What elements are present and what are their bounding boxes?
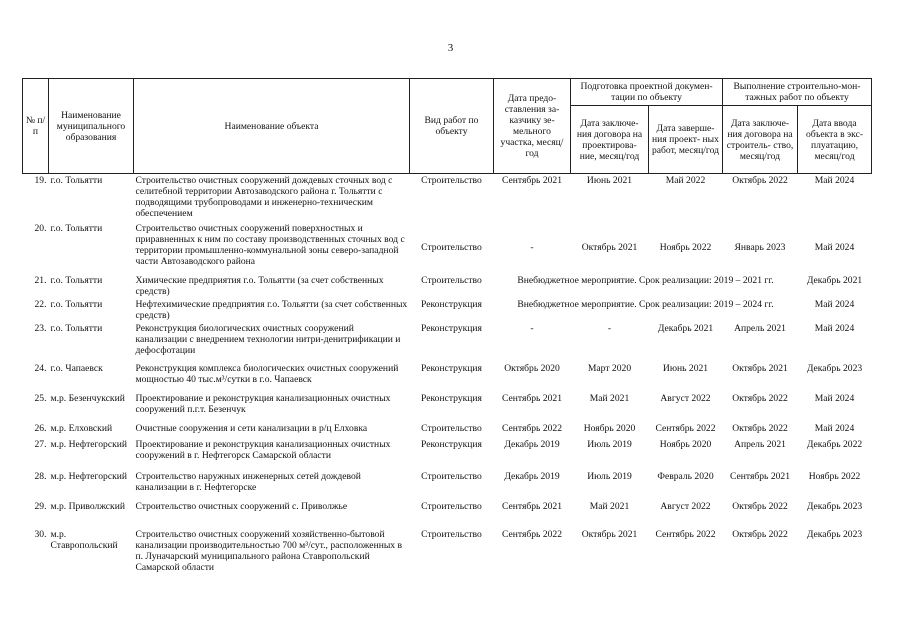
row-construction-contract: Сентябрь 2021 xyxy=(729,470,791,482)
row-commissioning: Май 2024 xyxy=(814,392,855,404)
table-row xyxy=(23,322,872,362)
row-municipality: м.р. Елховский xyxy=(50,422,113,434)
row-work-type: Строительство xyxy=(421,422,482,434)
row-municipality: м.р. Приволжский xyxy=(50,500,125,512)
row-commissioning: Декабрь 2021 xyxy=(806,274,863,286)
row-design-complete: Ноябрь 2020 xyxy=(659,438,712,450)
row-object: Строительство очистных сооружений с. Приволжье xyxy=(135,500,348,512)
row-construction-contract: Январь 2023 xyxy=(734,242,786,253)
header-object: Наименование объекта xyxy=(134,79,410,174)
row-work-type: Строительство xyxy=(421,470,482,482)
row-construction-contract: Октябрь 2022 xyxy=(732,422,788,434)
row-municipality: г.о. Тольятти xyxy=(50,175,103,186)
row-design-contract: Июнь 2021 xyxy=(586,175,633,186)
row-work-type: Реконструкция xyxy=(421,438,482,450)
table-row xyxy=(23,362,872,392)
row-municipality: г.о. Тольятти xyxy=(50,322,103,334)
row-land-date: Сентябрь 2022 xyxy=(501,422,563,434)
row-num: 28. xyxy=(34,470,47,482)
header-design-group: Подготовка проектной докумен- тации по объекту xyxy=(571,79,723,106)
table-row xyxy=(23,500,872,528)
row-design-complete: Май 2022 xyxy=(665,175,706,186)
row-commissioning: Декабрь 2023 xyxy=(806,362,863,374)
row-construction-contract: Октябрь 2021 xyxy=(732,362,788,374)
table-row xyxy=(23,174,872,222)
row-land-date: Сентябрь 2021 xyxy=(501,392,563,404)
row-land-date: Сентябрь 2021 xyxy=(501,175,563,186)
row-design-contract: Май 2021 xyxy=(589,392,630,404)
row-design-complete: Август 2022 xyxy=(660,500,711,512)
row-num: 23. xyxy=(34,322,47,334)
row-design-complete: Сентябрь 2022 xyxy=(655,422,716,434)
row-design-contract: - xyxy=(607,322,612,334)
row-object: Строительство очистных сооружений хозяйственно-бытовой канализации производительностью 700 м³/сут., расположенных в п. Луначарский муниципального района Ставропольский Самарской области xyxy=(135,528,403,573)
row-design-complete: Декабрь 2021 xyxy=(657,322,714,334)
header-construction-group: Выполнение строительно-мон- тажных работ по объекту xyxy=(723,79,872,106)
row-land-date: Октябрь 2020 xyxy=(504,362,560,374)
row-land-date: Сентябрь 2021 xyxy=(501,500,563,512)
row-commissioning: Декабрь 2023 xyxy=(806,500,863,512)
row-work-type: Строительство xyxy=(421,500,482,512)
table-row xyxy=(23,528,872,578)
row-object: Проектирование и реконструкция канализационных очистных сооружений п.г.т. Безенчук xyxy=(135,392,391,415)
row-num: 26. xyxy=(34,422,47,434)
table-row xyxy=(23,392,872,422)
row-construction-contract: Апрель 2021 xyxy=(734,322,786,334)
row-object: Очистные сооружения и сети канализации в р/ц Елховка xyxy=(135,422,368,434)
row-object: Химические предприятия г.о. Тольятти (за счет собственных средств) xyxy=(135,274,384,297)
row-commissioning: Май 2024 xyxy=(814,422,855,434)
row-design-contract: Март 2020 xyxy=(587,362,632,374)
row-design-complete: Ноябрь 2022 xyxy=(659,242,712,253)
row-commissioning: Май 2024 xyxy=(814,298,855,310)
row-municipality: г.о. Тольятти xyxy=(50,222,103,234)
row-object: Строительство наружных инженерных сетей дождевой канализации в г. Нефтегорске xyxy=(135,470,361,493)
row-commissioning: Декабрь 2023 xyxy=(806,528,863,540)
row-design-complete: Июнь 2021 xyxy=(662,362,709,374)
table-header xyxy=(23,79,872,174)
row-municipality: г.о. Чапаевск xyxy=(50,362,103,374)
header-num: № п/п xyxy=(23,79,49,174)
row-work-type: Строительство xyxy=(421,528,482,540)
row-land-date: - xyxy=(530,242,534,253)
header-design-complete: Дата заверше- ния проект- ных работ, месяц/год xyxy=(649,106,723,174)
header-design-contract: Дата заключе- ния договора на проектирова- ние, месяц/год xyxy=(571,106,649,174)
projects-table xyxy=(22,78,872,578)
row-land-date: Декабрь 2019 xyxy=(504,438,560,450)
row-note: Внебюджетное мероприятие. Срок реализации: 2019 – 2021 гг. xyxy=(517,274,774,286)
row-construction-contract: Октябрь 2022 xyxy=(732,500,788,512)
row-num: 29. xyxy=(34,500,47,512)
row-commissioning: Май 2024 xyxy=(814,175,855,186)
row-design-contract: Июль 2019 xyxy=(587,470,632,482)
row-object: Проектирование и реконструкция канализационных очистных сооружений в г. Нефтегорск Самарской области xyxy=(135,438,391,461)
header-construction-contract: Дата заключе- ния договора на строитель- ство, месяц/год xyxy=(723,106,798,174)
row-municipality: м.р. Нефтегорский xyxy=(50,438,128,450)
table-row xyxy=(23,422,872,438)
row-object: Реконструкция биологических очистных сооружений канализации с внедрением технологии нитри-денитрификации и дефосфотации xyxy=(135,322,401,356)
row-object: Строительство очистных сооружений дождевых сточных вод с селитебной территории Автозаводского района г. Тольятти с подводящими трубопроводами и инженерно-техническим обеспечением xyxy=(135,175,393,219)
row-land-date: - xyxy=(530,322,534,334)
row-object: Нефтехимические предприятия г.о. Тольятти (за счет собственных средств) xyxy=(135,298,408,321)
row-design-contract: Октябрь 2021 xyxy=(581,528,638,540)
table-row xyxy=(23,438,872,470)
row-construction-contract: Октябрь 2022 xyxy=(732,175,788,186)
header-commissioning: Дата ввода объекта в экс- плуатацию, месяц/год xyxy=(798,106,872,174)
row-work-type: Строительство xyxy=(421,175,482,186)
table-row xyxy=(23,274,872,298)
row-num: 25. xyxy=(34,392,47,404)
row-note: Внебюджетное мероприятие. Срок реализации: 2019 – 2024 гг. xyxy=(517,298,774,310)
row-municipality: м.р. Нефтегорский xyxy=(50,470,128,482)
row-design-contract: Май 2021 xyxy=(589,500,630,512)
row-construction-contract: Октябрь 2022 xyxy=(732,528,788,540)
row-work-type: Реконструкция xyxy=(421,322,482,334)
row-num: 19. xyxy=(34,175,47,186)
page-number: 3 xyxy=(447,42,454,54)
header-municipality: Наименование муниципального образования xyxy=(49,79,134,174)
row-municipality: м.р. Ставропольский xyxy=(50,528,118,551)
row-design-complete: Сентябрь 2022 xyxy=(655,528,716,540)
row-construction-contract: Апрель 2021 xyxy=(734,438,786,450)
row-municipality: м.р. Безенчукский xyxy=(50,392,125,404)
table-row xyxy=(23,470,872,500)
row-work-type: Реконструкция xyxy=(421,298,482,310)
row-municipality: г.о. Тольятти xyxy=(50,274,103,286)
table-row xyxy=(23,298,872,322)
row-work-type: Реконструкция xyxy=(421,392,482,404)
row-num: 21. xyxy=(34,274,47,286)
row-land-date: Декабрь 2019 xyxy=(504,470,560,482)
row-design-contract: Ноябрь 2020 xyxy=(583,422,636,434)
row-work-type: Строительство xyxy=(421,242,482,253)
table-row xyxy=(23,222,872,274)
row-num: 30. xyxy=(34,528,47,540)
header-work-type: Вид работ по объекту xyxy=(410,79,494,174)
row-design-complete: Февраль 2020 xyxy=(657,470,714,482)
row-commissioning: Май 2024 xyxy=(814,322,855,334)
row-object: Реконструкция комплекса биологических очистных сооружений мощностью 40 тыс.м³/сутки в г.о. Чапаевск xyxy=(135,362,399,385)
row-work-type: Реконструкция xyxy=(421,362,482,374)
row-municipality: г.о. Тольятти xyxy=(50,298,103,310)
row-commissioning: Ноябрь 2022 xyxy=(808,470,861,482)
row-design-contract: Октябрь 2021 xyxy=(581,242,638,253)
row-num: 24. xyxy=(34,362,47,374)
row-design-contract: Июль 2019 xyxy=(587,438,632,450)
row-construction-contract: Октябрь 2022 xyxy=(732,392,788,404)
row-design-complete: Август 2022 xyxy=(660,392,711,404)
row-object: Строительство очистных сооружений поверхностных и приравненных к ним по составу производственных сточных вод с территории промышленно-коммунальной зоны северо-западной части Автозаводского района xyxy=(135,222,405,267)
row-work-type: Строительство xyxy=(421,274,482,286)
row-commissioning: Декабрь 2022 xyxy=(806,438,863,450)
row-num: 27. xyxy=(34,438,47,450)
row-land-date: Сентябрь 2022 xyxy=(501,528,563,540)
header-land-date: Дата предо- ставления за- казчику зе- мельного участка, месяц/год xyxy=(494,79,571,174)
row-num: 20. xyxy=(34,222,47,234)
row-commissioning: Май 2024 xyxy=(814,242,855,253)
row-num: 22. xyxy=(34,298,47,310)
